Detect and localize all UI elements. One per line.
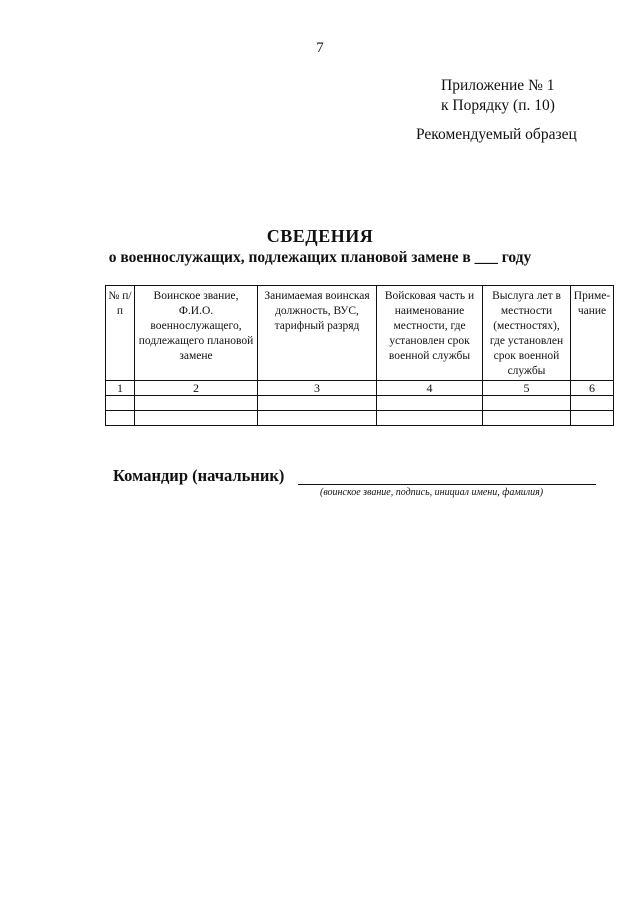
table-cell <box>483 411 571 426</box>
column-number: 5 <box>483 381 571 396</box>
header-cell-note: Приме-чание <box>571 286 614 381</box>
table-cell <box>135 411 258 426</box>
table-cell <box>258 396 377 411</box>
document-title: СВЕДЕНИЯ <box>266 226 374 246</box>
appendix-line-2: к Порядку (п. 10) <box>441 97 555 114</box>
header-cell-unit-location: Войсковая часть и наименование местности, где установлен срок военной службы <box>377 286 483 381</box>
appendix-line-1: Приложение № 1 <box>441 77 555 94</box>
table-cell <box>483 396 571 411</box>
header-cell-position: Занимаемая воинская должность, ВУС, тарифный разряд <box>258 286 377 381</box>
header-cell-service-length: Выслуга лет в местности (местностях), где установлен срок военной службы <box>483 286 571 381</box>
commander-label: Командир (начальник) <box>113 466 285 485</box>
column-number: 6 <box>571 381 614 396</box>
header-cell-rank-name: Воинское звание, Ф.И.О. военнослужащего, подлежащего плановой замене <box>135 286 258 381</box>
table-cell <box>258 411 377 426</box>
table-cell <box>377 396 483 411</box>
column-number: 1 <box>106 381 135 396</box>
table-row <box>106 411 614 426</box>
table-cell <box>135 396 258 411</box>
column-number: 3 <box>258 381 377 396</box>
signature-caption: (воинское звание, подпись, инициал имени, фамилия) <box>320 487 544 498</box>
signature-line <box>298 484 596 485</box>
sample-label: Рекомендуемый образец <box>416 126 577 143</box>
column-number: 4 <box>377 381 483 396</box>
table-row <box>106 396 614 411</box>
personnel-table <box>105 285 614 426</box>
table-cell <box>377 411 483 426</box>
column-number-row <box>106 381 614 396</box>
page-number: 7 <box>316 40 324 56</box>
appendix-reference <box>441 76 555 116</box>
column-number: 2 <box>135 381 258 396</box>
table-cell <box>106 411 135 426</box>
header-cell-number: № п/п <box>106 286 135 381</box>
table-cell <box>571 396 614 411</box>
table-cell <box>571 411 614 426</box>
table-header-row <box>106 286 614 381</box>
table-cell <box>106 396 135 411</box>
document-subtitle: о военнослужащих, подлежащих плановой замене в ___ году <box>108 249 532 266</box>
